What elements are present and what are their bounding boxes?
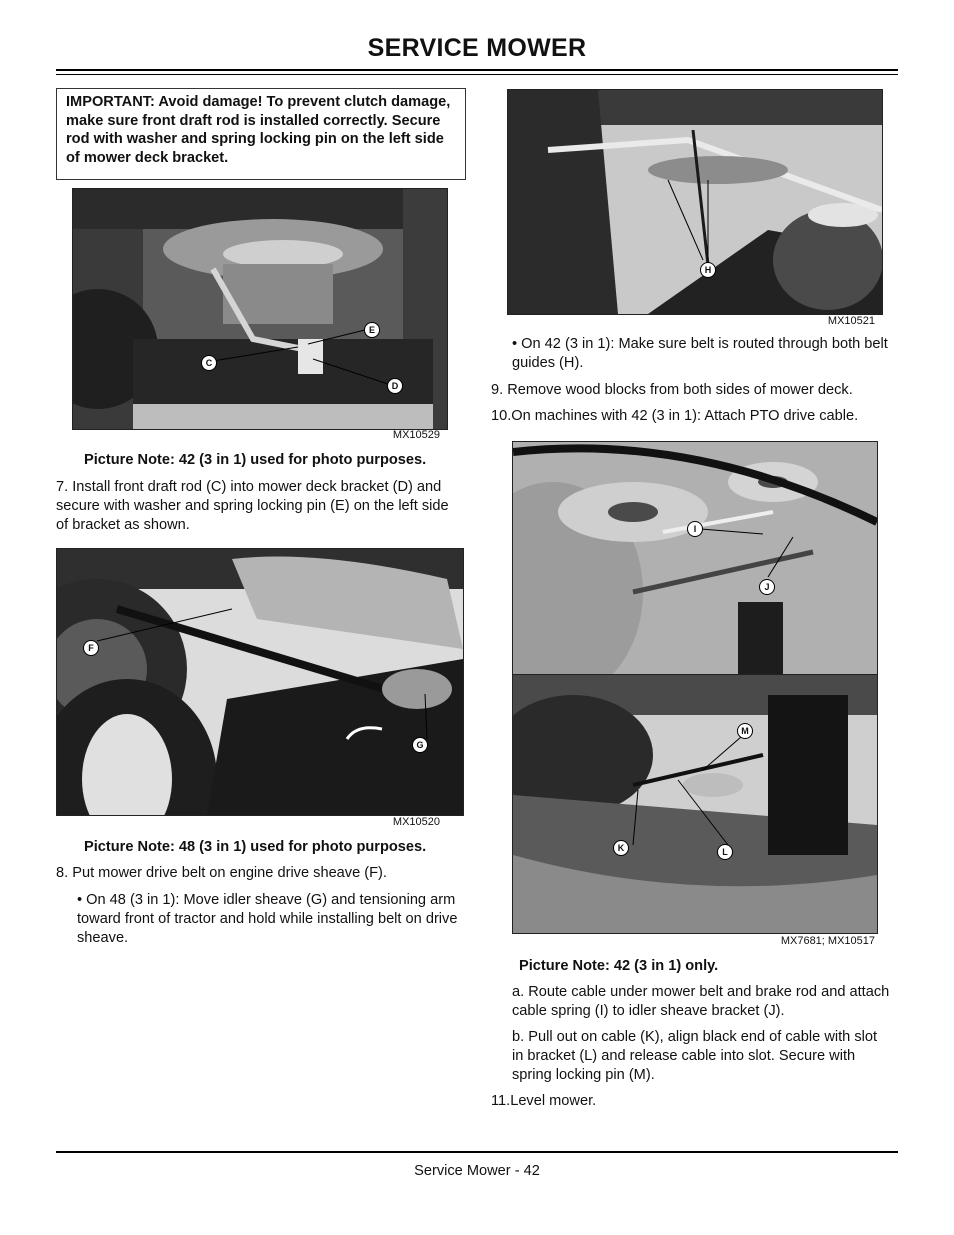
photo-mx10529	[72, 188, 448, 430]
bullet-belt-guides: • On 42 (3 in 1): Make sure belt is routed through both belt guides (H).	[512, 336, 888, 371]
substep-b: b. Pull out on cable (K), align black end of cable with slot in bracket (L) and release cable into slot. Secure with spring locking pin (M).	[512, 1029, 878, 1083]
callout-m: M	[737, 723, 753, 739]
callout-i: I	[687, 521, 703, 537]
page-title: SERVICE MOWER	[367, 34, 587, 62]
footer-rule	[56, 1151, 898, 1153]
callout-j: J	[759, 579, 775, 595]
callout-h: H	[700, 262, 716, 278]
photo-mx10517	[512, 674, 878, 934]
callout-e: E	[364, 322, 380, 338]
picture-note-3: Picture Note: 42 (3 in 1) only.	[519, 958, 719, 974]
substep-a: a. Route cable under mower belt and brake rod and attach cable spring (I) to idler sheave bracket (J).	[512, 984, 890, 1019]
step-7: 7. Install front draft rod (C) into mower deck bracket (D) and secure with washer and spring locking pin (E) on the left side of bracket as shown.	[56, 479, 449, 533]
callout-d: D	[387, 378, 403, 394]
photo-mx10521	[507, 89, 883, 315]
caption-mx10529: MX10529	[392, 429, 440, 441]
step-9: 9. Remove wood blocks from both sides of mower deck.	[491, 382, 853, 398]
caption-mx10520: MX10520	[392, 816, 440, 828]
important-notice: IMPORTANT: Avoid damage! To prevent clutch damage, make sure front draft rod is installed correctly. Secure rod with washer and spring locking pin on the left side of mower deck bracket.	[56, 88, 466, 180]
picture-note-1: Picture Note: 42 (3 in 1) used for photo purposes.	[84, 452, 427, 468]
callout-c: C	[201, 355, 217, 371]
callout-k: K	[613, 840, 629, 856]
callout-g: G	[412, 737, 428, 753]
step-8-bullet: • On 48 (3 in 1): Move idler sheave (G) and tensioning arm toward front of tractor and hold while installing belt on drive sheave.	[77, 892, 458, 946]
step-8: 8. Put mower drive belt on engine drive sheave (F).	[56, 865, 387, 881]
step-11: 11.Level mower.	[491, 1093, 597, 1109]
callout-f: F	[83, 640, 99, 656]
caption-mx10521: MX10521	[827, 315, 875, 327]
page-footer: Service Mower - 42	[414, 1163, 540, 1179]
step-10: 10.On machines with 42 (3 in 1): Attach PTO drive cable.	[491, 408, 859, 424]
callout-l: L	[717, 844, 733, 860]
picture-note-2: Picture Note: 48 (3 in 1) used for photo purposes.	[84, 839, 427, 855]
photo-mx7681	[512, 441, 878, 675]
title-rule-thick	[56, 69, 898, 71]
caption-mx7681-mx10517: MX7681; MX10517	[780, 935, 875, 947]
photo-mx10520	[56, 548, 464, 816]
title-rule-thin	[56, 74, 898, 75]
